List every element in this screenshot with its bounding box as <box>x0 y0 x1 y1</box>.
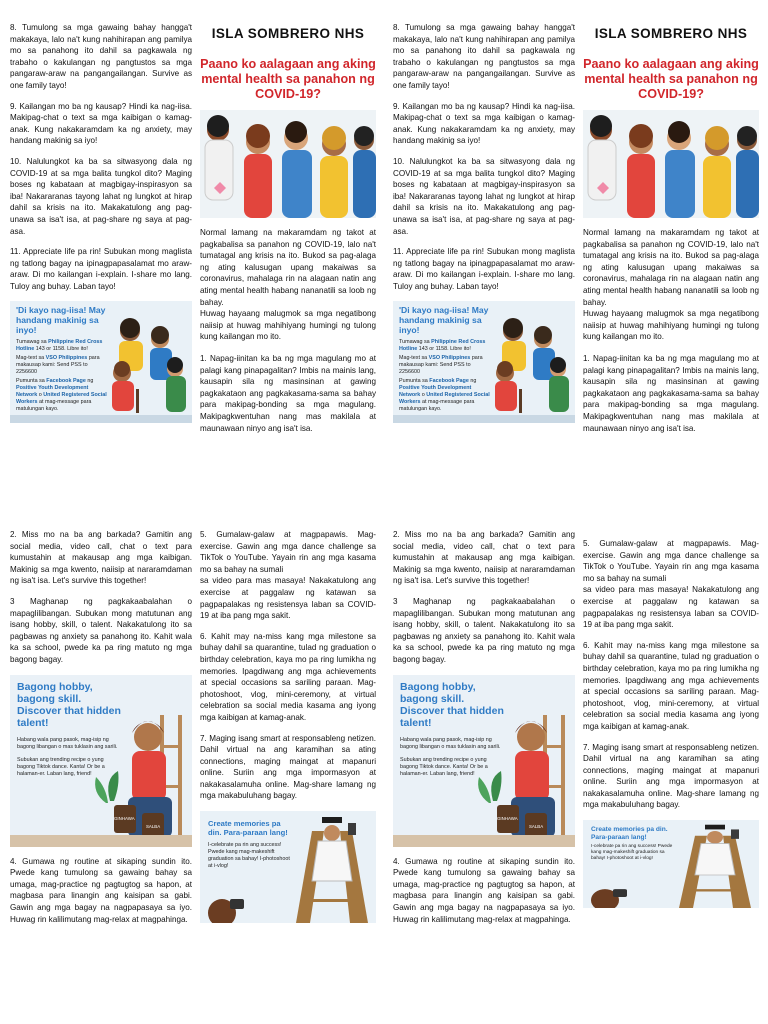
hobby-body-1-copy: Habang wala pang pasok, mag-isip ng bagong libangan o mas tuklasin ang sarili. <box>400 736 501 750</box>
tip-2-copy: 2. Miss mo na ba ang barkada? Gamitin ang social media, video call, chat o text para kumustahin at makausap ang mga kaibigan. Makinig sa mga kwento, naiisip at nararamdaman ng isa't isa. Let's survive this together! <box>393 530 575 586</box>
cover-illustration-art <box>200 110 376 218</box>
hotline-line-2-copy: Mag-text sa VSO Philippines para makausap kami: Send PSS to 2256600 <box>399 355 483 376</box>
pamphlet-title: Paano ko aalagaan ang aking mental health sa panahon ng COVID-19? <box>200 57 376 101</box>
bottom-right-text-column <box>393 529 575 969</box>
hobby-heading-copy: Bagong hobby, bagong skill. Discover that hidden talent! <box>400 680 504 729</box>
tip-6: 6. Kahit may na-miss kang mga milestone sa buhay dahil sa quarantine, tulad ng graduation o birthday celebration, kaya mo pa ring lumikha ng memories. Ipagdiwang ang mga achievements at special occasions sa sariling paraan. Mag-photoshoot, vlog, mini-ceremony, at virtual celebration sa social media kasama ang iyong mga kaibigan at kamag-anak. <box>200 631 376 722</box>
tip-8-copy: 8. Tumulong sa mga gawaing bahay hangga't makakaya, lalo na't kung nahihirapan ang pamilya mo sa panahong ito dahil sa pagkawala ng trabaho o kakulangan ng pangtustos sa mga pangaraw-araw na pangangailangan. Survive as one family tayo! <box>393 23 575 90</box>
hotline-line-3: Pumunta sa Facebook Page ng Positive Youth Development Network o United Registered Social Workers at mag-message para matulungan kayo. <box>16 378 107 413</box>
memories-poster <box>200 811 376 923</box>
top-left-text-column <box>10 22 192 492</box>
bottom-left-right-column <box>200 529 376 969</box>
tip-10-copy: 10. Nalulungkot ka ba sa sitwasyong dala ng COVID-19 at sa mga balita tungkol dito? Maging boses ng kabataan at magbigay-inspirasyon sa iba! Nakararanas tayong lahat ng lungkot at hirap dahil sa krisis na ito. Makakatulong ang pag-unawa sa isa't isa, at pag-share ng saya at pag-asa. <box>393 156 575 236</box>
bottom-left-text-column <box>10 529 192 969</box>
pot-label-2: SALBA <box>146 823 161 829</box>
school-name: ISLA SOMBRERO NHS <box>211 26 365 41</box>
hotline-heading: 'Di kayo nag-iisa! May handang makinig sa inyo! <box>16 305 106 335</box>
pot-label-2-copy: SALBA <box>529 823 544 829</box>
tip-9-copy: 9. Kailangan mo ba ng kausap? Hindi ka nag-iisa. Makipag-chat o text sa mga kaibigan o kamag-anak. Kung nakakaramdam ka ng anxiety, may handang makinig sa iyo! <box>393 101 575 146</box>
hobby-poster <box>10 675 192 847</box>
hotline-line-3-copy: Pumunta sa Facebook Page ng Positive Youth Development Network o United Registered Social Workers at mag-message para matulungan kayo. <box>399 378 490 413</box>
cover-illustration <box>200 110 376 218</box>
top-right-text-column <box>393 22 575 492</box>
tip-10: 10. Nalulungkot ka ba sa sitwasyong dala ng COVID-19 at sa mga balita tungkol dito? Maging boses ng kabataan at magbigay-inspirasyon sa iba! Nakararanas tayong lahat ng lungkot at hirap dahil sa krisis na ito. Makakatulong ang pag-unawa sa isa't isa, at pag-share ng saya at pag-asa. <box>10 156 192 236</box>
cover-illustration-art-copy <box>583 110 759 218</box>
pamphlet-title-copy: Paano ko aalagaan ang aking mental health sa panahon ng COVID-19? <box>583 57 759 101</box>
memories-poster-copy <box>583 820 759 908</box>
intro-paragraph: Normal lamang na makaramdam ng takot at pagkabalisa sa panahon ng COVID-19, lalo na't tumatagal ang krisis na ito. Bukod sa pag-alaga ng ating kalusugan upang makaiwas sa coronavirus, mahalaga rin na alagaan natin ang ating mental health habang nananatili sa loob ng bahay. Huwag hayaang malugmok sa mga negatibong naiisip at huwag mahihiyang humingi ng tulong kung kailangan mo ito. <box>200 228 376 342</box>
tip-5-copy: 5. Gumalaw-galaw at magpapawis. Mag-exercise. Gawin ang mga dance challenge sa TikTok o YouTube. Yayain rin ang mga kasama mo sa bahay na sumali sa video para mas masaya! Nakakatulong ang exercise at paggalaw ng katawan sa pagpapalakas ng resistensya laban sa COVID-19 at iba pang mga sakit. <box>583 539 759 630</box>
tip-4: 4. Gumawa ng routine at sikaping sundin ito. Pwede kang tumulong sa gawaing bahay sa umaga, mag-practice ng pagtugtog sa hapon, at magbasa para linangin ang kaisipan sa gabi. Gawin ang mga bagay na nagpapasaya sa iyo. Huwag rin kalilimutang mag-relax at magpahinga. <box>10 856 192 924</box>
hotline-line-1: Tumawag sa Philippine Red Cross Hotline 143 or 1158. Libre ito! <box>16 339 103 353</box>
hobby-poster-copy <box>393 675 575 847</box>
top-left-cover-column <box>200 22 376 492</box>
tip-2: 2. Miss mo na ba ang barkada? Gamitin ang social media, video call, chat o text para kumustahin at makausap ang mga kaibigan. Makinig sa mga kwento, naiisip at nararamdaman ng isa't isa. Let's survive this together! <box>10 530 192 586</box>
pot-label-1-copy: GINHAWA <box>497 815 518 821</box>
school-name-copy: ISLA SOMBRERO NHS <box>594 26 748 41</box>
tip-1-copy: 1. Napag-iinitan ka ba ng mga magulang mo at palagi kang pinapagalitan? Imbis na mainis lang, kausapin sila ng masinsinan at gawing pagkakataon ang pagkakasama-sama sa bahay para makipag-bonding sa mga magulang. Makipagkwentuhan nang mas makilala at maunawaan ninyo ang isa't isa. <box>583 353 759 433</box>
hobby-body-1: Habang wala pang pasok, mag-isip ng bagong libangan o mas tuklasin ang sarili. <box>17 736 118 750</box>
memories-heading-copy: Create memories pa din. Para-paraan lang! <box>591 826 668 841</box>
tip-6-copy: 6. Kahit may na-miss kang mga milestone sa buhay dahil sa quarantine, tulad ng graduation o birthday celebration, kaya mo pa ring lumikha ng memories. Ipagdiwang ang mga achievements at special occasions sa sariling paraan. Mag-photoshoot, vlog, mini-ceremony, at virtual celebration sa social media kasama ang iyong mga kaibigan at kamag-anak. <box>583 640 759 731</box>
tip-8: 8. Tumulong sa mga gawaing bahay hangga't makakaya, lalo na't kung nahihirapan ang pamilya mo sa panahong ito dahil sa pagkawala ng trabaho o kakulangan ng pangtustos sa mga pangaraw-araw na pangangailangan. Survive as one family tayo! <box>10 23 192 90</box>
tip-5: 5. Gumalaw-galaw at magpapawis. Mag-exercise. Gawin ang mga dance challenge sa TikTok o YouTube. Yayain rin ang mga kasama mo sa bahay na sumali sa video para mas masaya! Nakakatulong ang exercise at paggalaw ng katawan sa pagpapalakas ng resistensya laban sa COVID-19 at iba pang mga sakit. <box>200 530 376 621</box>
hotline-poster <box>10 301 192 423</box>
tip-11: 11. Appreciate life pa rin! Subukan mong maglista ng tatlong bagay na ipinagpapasalamat mo araw-araw. Di mo kailangan i-explain. I-share mo lang. Tuloy ang buhay. Laban tayo! <box>10 247 192 291</box>
top-right-cover-column <box>583 22 759 492</box>
hotline-heading-copy: 'Di kayo nag-iisa! May handang makinig sa inyo! <box>399 305 489 335</box>
tip-3: 3 Maghanap ng pagkakaabalahan o mapaglilibangan. Subukan mong matutunan ang isang hobby, skill, o talent. Nakakatulong ito sa pagbawas ng anxiety sa panahong ito. Kahit wala ka sa school, pwede ka pa ring matuto ng mga bagong bagay. <box>10 596 192 664</box>
tip-7: 7. Maging isang smart at responsableng netizen. Dahil virtual na ang karamihan sa ating connections, maging maingat at mapanuri online. Suriin ang mga impormasyon at nakakasalamuha online. Mag-share lamang ng mga makabuluhang bagay. <box>200 733 376 801</box>
intro-paragraph-copy: Normal lamang na makaramdam ng takot at pagkabalisa sa panahon ng COVID-19, lalo na't tumatagal ang krisis na ito. Bukod sa pag-alaga ng ating kalusugan upang makaiwas sa coronavirus, mahalaga rin na alagaan natin ang ating mental health habang nananatili sa loob ng bahay. Huwag hayaang malugmok sa mga negatibong naiisip at huwag mahihiyang humingi ng tulong kung kailangan mo ito. <box>583 228 759 342</box>
hobby-body-2-copy: Subukan ang trending recipe o yung bagong Tiktok dance. Kanta! Or be a halaman-er. Laban lang, friend! <box>400 756 488 777</box>
hobby-heading: Bagong hobby, bagong skill. Discover that hidden talent! <box>17 680 121 729</box>
bottom-right-right-column <box>583 538 759 978</box>
tip-11-copy: 11. Appreciate life pa rin! Subukan mong maglista ng tatlong bagay na ipinagpapasalamat mo araw-araw. Di mo kailangan i-explain. I-share mo lang. Tuloy ang buhay. Laban tayo! <box>393 247 575 291</box>
cover-illustration-copy <box>583 110 759 218</box>
hotline-line-2: Mag-text sa VSO Philippines para makausap kami: Send PSS to 2256600 <box>16 355 100 376</box>
tip-9: 9. Kailangan mo ba ng kausap? Hindi ka nag-iisa. Makipag-chat o text sa mga kaibigan o kamag-anak. Kung nakakaramdam ka ng anxiety, may handang makinig sa iyo! <box>10 101 192 146</box>
hotline-line-1-copy: Tumawag sa Philippine Red Cross Hotline 143 or 1158. Libre ito! <box>399 339 486 353</box>
hotline-poster-copy <box>393 301 575 423</box>
pot-label-1: GINHAWA <box>114 815 135 821</box>
hobby-body-2: Subukan ang trending recipe o yung bagong Tiktok dance. Kanta! Or be a halaman-er. Laban lang, friend! <box>17 756 105 777</box>
memories-body: I-celebrate pa rin ang success! Pwede kang mag-makeshift graduation sa bahay! I-photoshoot at i-vlog! <box>208 842 290 870</box>
tip-7-copy: 7. Maging isang smart at responsableng netizen. Dahil virtual na ang karamihan sa ating connections, maging maingat at mapanuri online. Suriin ang mga impormasyon at nakakasalamuha online. Mag-share lamang ng mga makabuluhang bagay. <box>583 742 759 810</box>
memories-heading: Create memories pa din. Para-paraan lang! <box>208 819 288 838</box>
tip-3-copy: 3 Maghanap ng pagkakaabalahan o mapaglilibangan. Subukan mong matutunan ang isang hobby, skill, o talent. Nakakatulong ito sa pagbawas ng anxiety sa panahong ito. Kahit wala ka sa school, pwede ka pa ring matuto ng mga bagong bagay. <box>393 596 575 664</box>
tip-4-copy: 4. Gumawa ng routine at sikaping sundin ito. Pwede kang tumulong sa gawaing bahay sa umaga, mag-practice ng pagtugtog sa hapon, at magbasa para linangin ang kaisipan sa gabi. Gawin ang mga bagay na nagpapasaya sa iyo. Huwag rin kalilimutang mag-relax at magpahinga. <box>393 856 575 924</box>
memories-body-copy: I-celebrate pa rin ang success! Pwede kang mag-makeshift graduation sa bahay! I-photoshoot at i-vlog! <box>591 844 673 862</box>
tip-1: 1. Napag-iinitan ka ba ng mga magulang mo at palagi kang pinapagalitan? Imbis na mainis lang, kausapin sila ng masinsinan at gawing pagkakataon ang pagkakasama-sama sa bahay para makipag-bonding sa mga magulang. Makipagkwentuhan nang mas makilala at maunawaan ninyo ang isa't isa. <box>200 353 376 433</box>
